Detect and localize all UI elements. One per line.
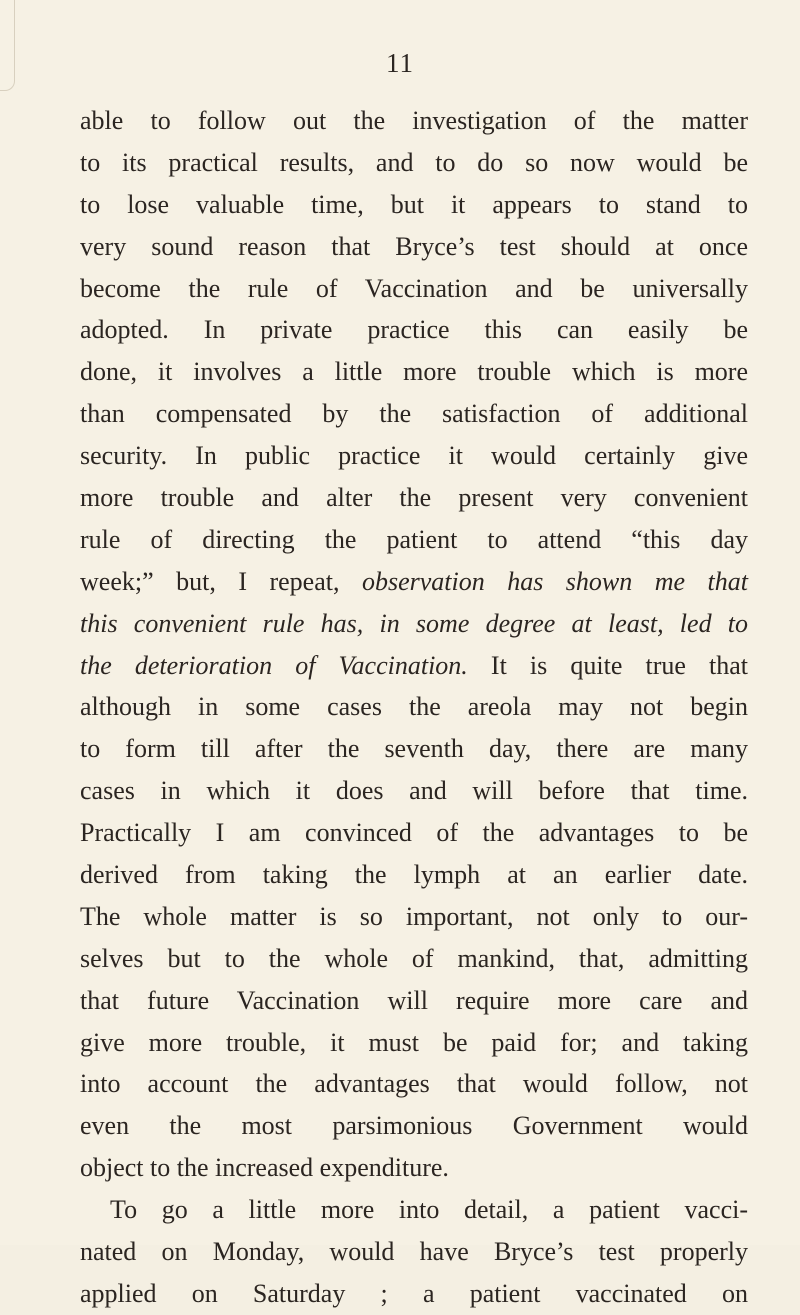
text-segment: even the most parsimonious Government would: [80, 1111, 748, 1141]
text-segment: cases in which it does and will before that time.: [80, 776, 748, 806]
text-line: [80, 980, 748, 1022]
text-line: [80, 435, 748, 477]
text-segment: nated on Monday, would have Bryce’s test properly: [80, 1237, 748, 1267]
text-line: [80, 100, 748, 142]
text-line: [80, 1231, 748, 1273]
text-line: [80, 309, 748, 351]
text-line: [80, 184, 748, 226]
text-line: [80, 686, 748, 728]
text-line: [80, 268, 748, 310]
italic-text: observation has shown me that: [361, 566, 748, 596]
text-line: [80, 1273, 748, 1315]
text-line: [80, 226, 748, 268]
text-segment: able to follow out the investigation of the matter: [80, 106, 748, 135]
page-number: 11: [386, 48, 414, 78]
text-segment: The whole matter is so important, not only to our-: [80, 901, 748, 931]
text-line: [80, 561, 748, 603]
text-segment: Practically I am convinced of the advantages to be: [80, 818, 748, 848]
text-line: [80, 896, 748, 938]
text-segment: become the rule of Vaccination and be universally: [80, 273, 748, 303]
text-line: [80, 393, 748, 435]
text-segment: applied on Saturday ; a patient vaccinated on: [80, 1278, 748, 1308]
text-line: [80, 938, 748, 980]
text-segment: derived from taking the lymph at an earlier date.: [80, 860, 748, 890]
italic-text: the deterioration of Vaccination.: [80, 650, 468, 680]
text-line: [80, 142, 748, 184]
text-line: [80, 1022, 748, 1064]
text-segment: rule of directing the patient to attend “this day: [80, 524, 748, 554]
text-line: [80, 519, 748, 561]
text-segment: It is quite true that: [467, 650, 748, 680]
text-segment: into account the advantages that would follow, not: [80, 1069, 748, 1099]
body-text: [80, 100, 748, 1315]
text-segment: than compensated by the satisfaction of additional: [80, 399, 748, 429]
text-segment: selves but to the whole of mankind, that, admitting: [80, 943, 748, 973]
text-segment: adopted. In private practice this can easily be: [80, 315, 748, 345]
text-segment: object to the increased expenditure.: [80, 1153, 449, 1183]
text-segment: that future Vaccination will require more care and: [80, 985, 748, 1015]
text-line: [80, 812, 748, 854]
text-line: [80, 1189, 748, 1231]
text-segment: To go a little more into detail, a patient vacci-: [110, 1195, 748, 1225]
text-line: [80, 728, 748, 770]
text-segment: give more trouble, it must be paid for; and taking: [80, 1027, 748, 1057]
text-segment: done, it involves a little more trouble which is more: [80, 357, 748, 387]
text-segment: week;” but, I repeat,: [80, 566, 362, 596]
text-line: [80, 603, 748, 645]
text-line: [80, 1063, 748, 1105]
text-segment: security. In public practice it would certainly give: [80, 441, 748, 471]
text-segment: very sound reason that Bryce’s test should at once: [80, 231, 748, 261]
text-line: [80, 351, 748, 393]
text-line: [80, 1105, 748, 1147]
text-segment: although in some cases the areola may not begin: [80, 692, 748, 722]
text-segment: to form till after the seventh day, there are many: [80, 734, 748, 764]
text-segment: to its practical results, and to do so now would be: [80, 147, 748, 177]
text-line: [80, 854, 748, 896]
text-line: [80, 477, 748, 519]
text-segment: more trouble and alter the present very convenient: [80, 483, 748, 513]
italic-text: this convenient rule has, in some degree at least, led to: [80, 608, 748, 638]
text-line: [80, 770, 748, 812]
text-segment: to lose valuable time, but it appears to stand to: [80, 189, 748, 219]
text-line: [80, 645, 748, 687]
text-line: [80, 1147, 748, 1189]
